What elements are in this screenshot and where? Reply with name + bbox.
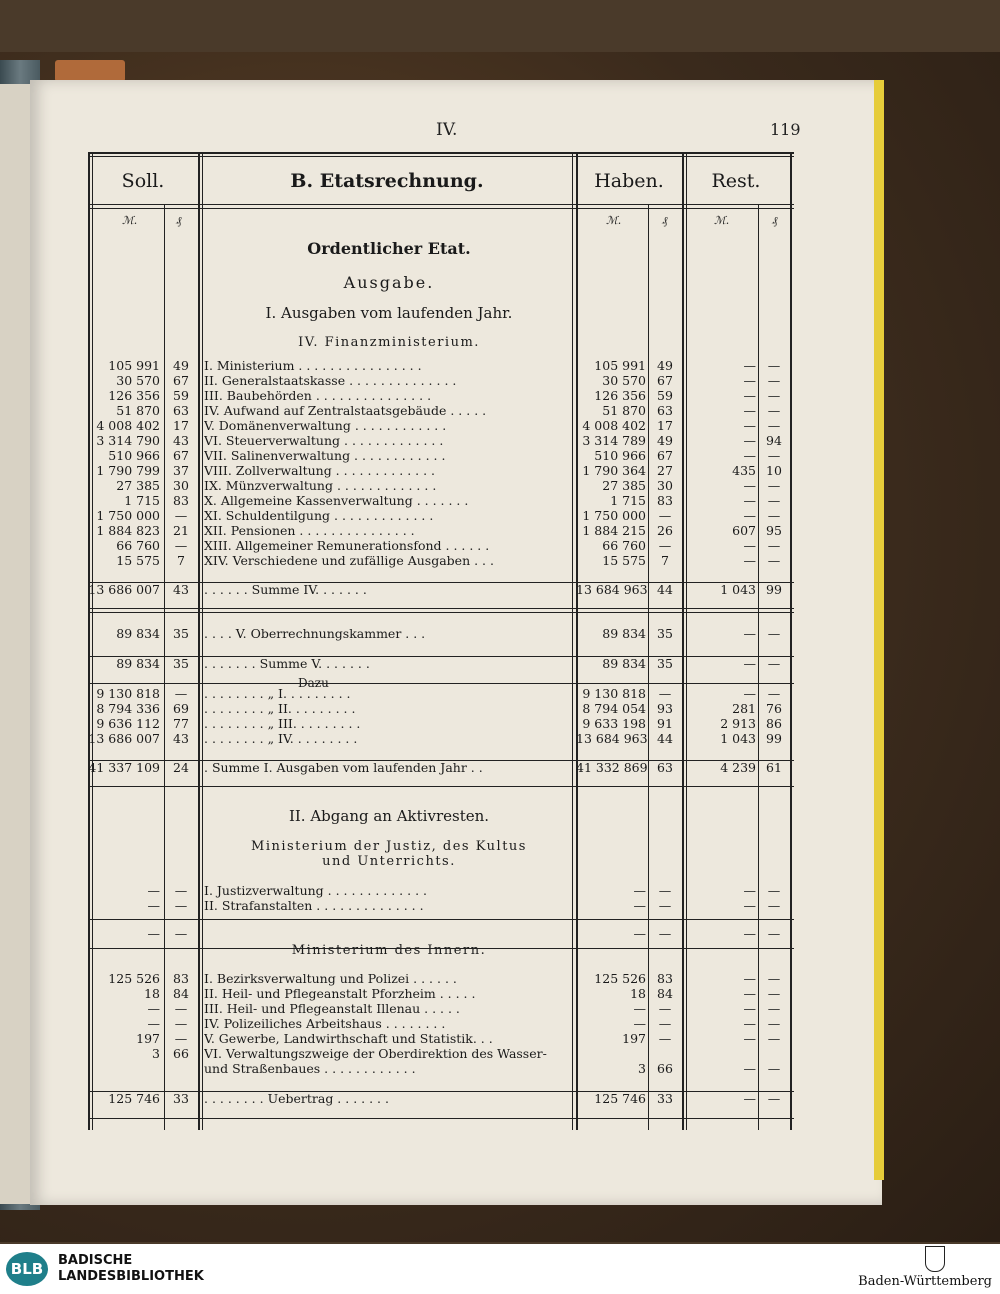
- haben-pf: —: [658, 1016, 672, 1031]
- haben-pf: —: [658, 538, 672, 553]
- haben-pf: 67: [657, 448, 673, 463]
- haben-amount: 125 746: [594, 1091, 646, 1106]
- rest-amount: —: [743, 433, 756, 448]
- rest-pf: —: [767, 448, 781, 463]
- soll-amount: —: [147, 883, 160, 898]
- soll-pf: 69: [173, 701, 189, 716]
- haben-amount: 13 684 963: [576, 582, 648, 597]
- soll-amount: 510 966: [108, 448, 160, 463]
- rest-pf: —: [767, 1001, 781, 1016]
- haben-header: Haben.: [594, 170, 664, 192]
- page-number: 119: [770, 120, 801, 139]
- justiz-title-2: und Unterrichts.: [322, 854, 456, 869]
- rest-amount: 4 239: [720, 760, 756, 775]
- haben-pf: —: [658, 926, 672, 941]
- soll-amount: 15 575: [116, 553, 160, 568]
- soll-amount: 3: [152, 1046, 160, 1061]
- haben-amount: —: [633, 1016, 646, 1031]
- soll-pf: 24: [173, 760, 189, 775]
- rest-pf: —: [767, 1061, 781, 1076]
- rest-amount: —: [743, 1031, 756, 1046]
- haben-pf: —: [658, 898, 672, 913]
- rest-amount: —: [743, 553, 756, 568]
- haben-amount: 15 575: [602, 553, 646, 568]
- soll-amount: 18: [144, 986, 160, 1001]
- rest-pf: 94: [766, 433, 782, 448]
- soll-pf: 84: [173, 986, 189, 1001]
- soll-pf: 67: [173, 448, 189, 463]
- haben-pf: 59: [657, 388, 673, 403]
- haben-amount: 9 633 198: [582, 716, 646, 731]
- haben-pf: 26: [657, 523, 673, 538]
- haben-pf: 30: [657, 478, 673, 493]
- haben-pf: 49: [657, 358, 673, 373]
- haben-amount: 1 884 215: [582, 523, 646, 538]
- rest-amount: —: [743, 686, 756, 701]
- haben-pf: 66: [657, 1061, 673, 1076]
- soll-pf: —: [174, 1016, 188, 1031]
- rest-pf: 86: [766, 716, 782, 731]
- justiz-title-1: Ministerium der Justiz, des Kultus: [251, 839, 527, 854]
- haben-amount: 510 966: [594, 448, 646, 463]
- soll-pf: 59: [173, 388, 189, 403]
- row-label: und Straßenbaues . . . . . . . . . . . .: [204, 1062, 416, 1076]
- rest-amount: —: [743, 971, 756, 986]
- soll-pf: 43: [173, 731, 189, 746]
- soll-pf: —: [174, 883, 188, 898]
- rest-pf: —: [767, 1091, 781, 1106]
- rest-amount: —: [743, 358, 756, 373]
- row-label: . . . . . . . . „ III. . . . . . . . .: [204, 717, 361, 731]
- rest-pf: —: [767, 418, 781, 433]
- row-label: III. Baubehörden . . . . . . . . . . . . . . .: [204, 389, 432, 403]
- rest-pf: 95: [766, 523, 782, 538]
- aktiv-title: II. Abgang an Aktivresten.: [288, 807, 490, 825]
- rest-amount: —: [743, 1091, 756, 1106]
- soll-amount: 8 794 336: [96, 701, 160, 716]
- rest-pf: —: [767, 553, 781, 568]
- soll-pf-divider: [164, 204, 165, 1130]
- soll-amount: 1 750 000: [96, 508, 160, 523]
- soll-amount: 1 884 823: [96, 523, 160, 538]
- haben-pf: 49: [657, 433, 673, 448]
- haben-pf: —: [658, 686, 672, 701]
- row-label: . . . . . . Summe IV. . . . . . .: [204, 583, 367, 597]
- haben-amount: 18: [630, 986, 646, 1001]
- haben-pf: —: [658, 1031, 672, 1046]
- haben-pf: 33: [657, 1091, 673, 1106]
- soll-pf: —: [174, 1031, 188, 1046]
- haben-amount: 4 008 402: [582, 418, 646, 433]
- soll-pf: 67: [173, 373, 189, 388]
- row-label: . . . . V. Oberrechnungskammer . . .: [204, 627, 426, 641]
- soll-amount: 1 790 799: [96, 463, 160, 478]
- row-label: . . . . . . . . Uebertrag . . . . . . .: [204, 1092, 389, 1106]
- haben-amount: 13 684 963: [576, 731, 648, 746]
- row-label: II. Strafanstalten . . . . . . . . . . . . . .: [204, 899, 424, 913]
- bookmark-tab: [55, 60, 125, 82]
- soll-amount: 197: [136, 1031, 160, 1046]
- rest-amount: 281: [732, 701, 756, 716]
- soll-amount: 51 870: [116, 403, 160, 418]
- left-page-edge: [0, 84, 34, 1204]
- rest-pf: —: [767, 493, 781, 508]
- haben-amount: 126 356: [594, 388, 646, 403]
- rest-pf: —: [767, 926, 781, 941]
- haben-amount: 51 870: [602, 403, 646, 418]
- soll-amount: —: [147, 926, 160, 941]
- haben-pf: 7: [661, 553, 669, 568]
- state-name: Baden-Württemberg: [858, 1274, 992, 1289]
- rest-pf: —: [767, 1031, 781, 1046]
- haben-amount: —: [633, 883, 646, 898]
- row-label: I. Ministerium . . . . . . . . . . . . . . . .: [204, 359, 422, 373]
- haben-pf: —: [658, 883, 672, 898]
- rest-amount: —: [743, 656, 756, 671]
- soll-pf: —: [174, 686, 188, 701]
- rest-amount: —: [743, 418, 756, 433]
- soll-header: Soll.: [121, 170, 165, 192]
- blb-logo: BLB: [6, 1252, 48, 1286]
- row-label: XIII. Allgemeiner Remunerationsfond . . . . . .: [204, 539, 490, 553]
- soll-pf: 83: [173, 493, 189, 508]
- rest-amount: 435: [732, 463, 756, 478]
- soll-amount: 66 760: [116, 538, 160, 553]
- rest-amount: —: [743, 373, 756, 388]
- rest-pf: —: [767, 538, 781, 553]
- soll-pf: 17: [173, 418, 189, 433]
- row-label: VI. Verwaltungszweige der Oberdirektion des Wasser-: [204, 1047, 547, 1061]
- soll-amount: 89 834: [116, 656, 160, 671]
- soll-amount: 125 746: [108, 1091, 160, 1106]
- soll-amount: 3 314 790: [96, 433, 160, 448]
- rest-pf: —: [767, 358, 781, 373]
- rest-pf: —: [767, 478, 781, 493]
- haben-pf-divider: [648, 204, 649, 1130]
- soll-amount: 1 715: [124, 493, 160, 508]
- rest-pf: —: [767, 986, 781, 1001]
- haben-amount: 89 834: [602, 656, 646, 671]
- haben-amount: 89 834: [602, 626, 646, 641]
- rest-amount: 607: [732, 523, 756, 538]
- rest-pf: —: [767, 971, 781, 986]
- row-rule: [88, 683, 794, 684]
- soll-pf: 83: [173, 971, 189, 986]
- dazu-label: Dazu: [298, 676, 329, 690]
- haben-pf: 84: [657, 986, 673, 1001]
- row-rule: [88, 948, 794, 949]
- rest-amount: —: [743, 388, 756, 403]
- rest-pf: —: [767, 686, 781, 701]
- innern-title: Ministerium des Innern.: [291, 943, 487, 958]
- soll-divider: [198, 152, 200, 1130]
- rest-pf: 61: [766, 760, 782, 775]
- haben-amount: —: [633, 1001, 646, 1016]
- haben-amount: —: [633, 898, 646, 913]
- rest-pf: —: [767, 1016, 781, 1031]
- row-label: I. Justizverwaltung . . . . . . . . . . . . .: [204, 884, 427, 898]
- rest-pf-unit: ₰: [772, 214, 778, 227]
- haben-amount: —: [633, 926, 646, 941]
- rest-pf: 99: [766, 582, 782, 597]
- soll-amount: 30 570: [116, 373, 160, 388]
- rest-pf: —: [767, 388, 781, 403]
- soll-pf: 30: [173, 478, 189, 493]
- table-top-border: [88, 152, 794, 154]
- rest-mark-unit: ℳ.: [714, 214, 730, 227]
- soll-pf: 35: [173, 626, 189, 641]
- row-label: XII. Pensionen . . . . . . . . . . . . . . .: [204, 524, 415, 538]
- soll-pf-unit: ₰: [176, 214, 182, 227]
- soll-mark-unit: ℳ.: [122, 214, 138, 227]
- table-border-right: [790, 152, 792, 1130]
- rest-pf: 76: [766, 701, 782, 716]
- rest-header: Rest.: [711, 170, 761, 192]
- soll-amount: 13 686 007: [88, 731, 160, 746]
- haben-amount: 41 332 869: [576, 760, 648, 775]
- haben-amount: 125 526: [594, 971, 646, 986]
- rest-amount: —: [743, 478, 756, 493]
- library-line-1: BADISCHE: [58, 1253, 133, 1268]
- row-rule: [88, 786, 794, 787]
- rest-amount: —: [743, 538, 756, 553]
- row-label: VIII. Zollverwaltung . . . . . . . . . . . . .: [204, 464, 436, 478]
- haben-amount: 9 130 818: [582, 686, 646, 701]
- soll-amount: 126 356: [108, 388, 160, 403]
- row-rule: [88, 612, 794, 613]
- soll-pf: 43: [173, 433, 189, 448]
- soll-pf: —: [174, 898, 188, 913]
- section-number: IV.: [436, 120, 458, 140]
- footer-bar: [0, 1244, 1000, 1294]
- soll-amount: —: [147, 1016, 160, 1031]
- haben-amount: 1 790 364: [582, 463, 646, 478]
- soll-amount: 41 337 109: [88, 760, 160, 775]
- row-label: . . . . . . . Summe V. . . . . . .: [204, 657, 370, 671]
- haben-amount: 8 794 054: [582, 701, 646, 716]
- row-rule: [88, 1118, 794, 1119]
- page-edge-yellow: [874, 80, 884, 1180]
- rest-pf: —: [767, 626, 781, 641]
- rest-amount: —: [743, 508, 756, 523]
- soll-amount: 13 686 007: [88, 582, 160, 597]
- soll-pf: 77: [173, 716, 189, 731]
- rest-amount: —: [743, 403, 756, 418]
- haben-pf: 63: [657, 403, 673, 418]
- haben-pf-unit: ₰: [662, 214, 668, 227]
- soll-amount: 9 636 112: [96, 716, 160, 731]
- soll-amount: —: [147, 1001, 160, 1016]
- haben-amount: 1 750 000: [582, 508, 646, 523]
- ausgabe-title: Ausgabe.: [343, 273, 435, 292]
- haben-pf: 83: [657, 971, 673, 986]
- haben-pf: 83: [657, 493, 673, 508]
- haben-amount: 66 760: [602, 538, 646, 553]
- etat-title: Ordentlicher Etat.: [307, 239, 471, 258]
- soll-pf: —: [174, 508, 188, 523]
- rest-pf: —: [767, 656, 781, 671]
- soll-amount: 4 008 402: [96, 418, 160, 433]
- soll-pf: 49: [173, 358, 189, 373]
- laufend-title: I. Ausgaben vom laufenden Jahr.: [265, 304, 513, 322]
- soll-pf: 7: [177, 553, 185, 568]
- header-divider-inner: [88, 208, 794, 209]
- soll-pf: 33: [173, 1091, 189, 1106]
- rest-amount: —: [743, 898, 756, 913]
- haben-pf: 91: [657, 716, 673, 731]
- library-name: [58, 1253, 204, 1285]
- library-line-2: LANDESBIBLIOTHEK: [58, 1269, 204, 1284]
- rest-pf: —: [767, 373, 781, 388]
- haben-divider-inner: [572, 152, 573, 1130]
- soll-pf: 21: [173, 523, 189, 538]
- haben-pf: —: [658, 508, 672, 523]
- soll-pf: 43: [173, 582, 189, 597]
- haben-pf: 63: [657, 760, 673, 775]
- rest-amount: —: [743, 448, 756, 463]
- haben-amount: 27 385: [602, 478, 646, 493]
- soll-pf: 63: [173, 403, 189, 418]
- haben-pf: 44: [657, 582, 673, 597]
- haben-pf: —: [658, 1001, 672, 1016]
- rest-amount: —: [743, 986, 756, 1001]
- row-rule: [88, 919, 794, 920]
- rest-pf: —: [767, 898, 781, 913]
- row-label: XIV. Verschiedene und zufällige Ausgaben . . .: [204, 554, 494, 568]
- row-label: IX. Münzverwaltung . . . . . . . . . . . . .: [204, 479, 437, 493]
- haben-pf: 17: [657, 418, 673, 433]
- haben-pf: 27: [657, 463, 673, 478]
- header-divider: [88, 204, 794, 205]
- soll-amount: 9 130 818: [96, 686, 160, 701]
- row-label: III. Heil- und Pflegeanstalt Illenau . . . . .: [204, 1002, 460, 1016]
- table-title: B. Etatsrechnung.: [290, 170, 484, 192]
- soll-amount: —: [147, 898, 160, 913]
- row-label: I. Bezirksverwaltung und Polizei . . . . . .: [204, 972, 457, 986]
- haben-pf: 35: [657, 626, 673, 641]
- soll-divider-inner: [202, 152, 203, 1130]
- haben-amount: 197: [622, 1031, 646, 1046]
- rest-amount: —: [743, 1016, 756, 1031]
- rest-pf: —: [767, 883, 781, 898]
- haben-pf: 93: [657, 701, 673, 716]
- rest-amount: —: [743, 493, 756, 508]
- table-top-border-inner: [88, 156, 794, 157]
- soll-pf: —: [174, 926, 188, 941]
- soll-pf: 66: [173, 1046, 189, 1061]
- rest-amount: 1 043: [720, 731, 756, 746]
- rest-amount: 2 913: [720, 716, 756, 731]
- account-table: [88, 152, 794, 1130]
- row-label: II. Generalstaatskasse . . . . . . . . . . . . . .: [204, 374, 457, 388]
- haben-amount: 105 991: [594, 358, 646, 373]
- rest-amount: —: [743, 926, 756, 941]
- rest-pf: 10: [766, 463, 782, 478]
- row-label: . . . . . . . . „ I. . . . . . . . .: [204, 687, 351, 701]
- row-label: XI. Schuldentilgung . . . . . . . . . . . . .: [204, 509, 434, 523]
- row-label: . Summe I. Ausgaben vom laufenden Jahr . .: [204, 761, 483, 775]
- soll-amount: 125 526: [108, 971, 160, 986]
- row-label: X. Allgemeine Kassenverwaltung . . . . . . .: [204, 494, 469, 508]
- finanz-title: IV. Finanzministerium.: [298, 335, 480, 350]
- soll-pf: —: [174, 538, 188, 553]
- haben-mark-unit: ℳ.: [606, 214, 622, 227]
- row-label: . . . . . . . . „ IV. . . . . . . . .: [204, 732, 358, 746]
- soll-amount: 89 834: [116, 626, 160, 641]
- rest-pf: —: [767, 403, 781, 418]
- rest-amount: —: [743, 626, 756, 641]
- soll-amount: 27 385: [116, 478, 160, 493]
- rest-amount: —: [743, 1061, 756, 1076]
- soll-pf: —: [174, 1001, 188, 1016]
- soll-pf: 35: [173, 656, 189, 671]
- rest-amount: —: [743, 883, 756, 898]
- row-label: V. Gewerbe, Landwirthschaft und Statistik. . .: [204, 1032, 493, 1046]
- row-label: VI. Steuerverwaltung . . . . . . . . . . . . .: [204, 434, 444, 448]
- haben-amount: 1 715: [610, 493, 646, 508]
- haben-pf: 44: [657, 731, 673, 746]
- row-rule: [88, 608, 794, 609]
- soll-pf: 37: [173, 463, 189, 478]
- rest-divider: [682, 152, 684, 1130]
- row-label: IV. Polizeiliches Arbeitshaus . . . . . . . .: [204, 1017, 446, 1031]
- rest-pf-divider: [758, 204, 759, 1130]
- rest-amount: —: [743, 1001, 756, 1016]
- haben-pf: 35: [657, 656, 673, 671]
- row-label: VII. Salinenverwaltung . . . . . . . . . . . .: [204, 449, 446, 463]
- rest-pf: 99: [766, 731, 782, 746]
- haben-amount: 3: [638, 1061, 646, 1076]
- haben-pf: 67: [657, 373, 673, 388]
- rest-pf: —: [767, 508, 781, 523]
- haben-amount: 3 314 789: [582, 433, 646, 448]
- soll-amount: 105 991: [108, 358, 160, 373]
- row-label: V. Domänenverwaltung . . . . . . . . . . . .: [204, 419, 447, 433]
- haben-amount: 30 570: [602, 373, 646, 388]
- rest-amount: 1 043: [720, 582, 756, 597]
- row-label: . . . . . . . . „ II. . . . . . . . .: [204, 702, 356, 716]
- row-label: IV. Aufwand auf Zentralstaatsgebäude . . . . .: [204, 404, 487, 418]
- row-label: II. Heil- und Pflegeanstalt Pforzheim . . . . .: [204, 987, 476, 1001]
- state-crest-icon: [925, 1246, 945, 1272]
